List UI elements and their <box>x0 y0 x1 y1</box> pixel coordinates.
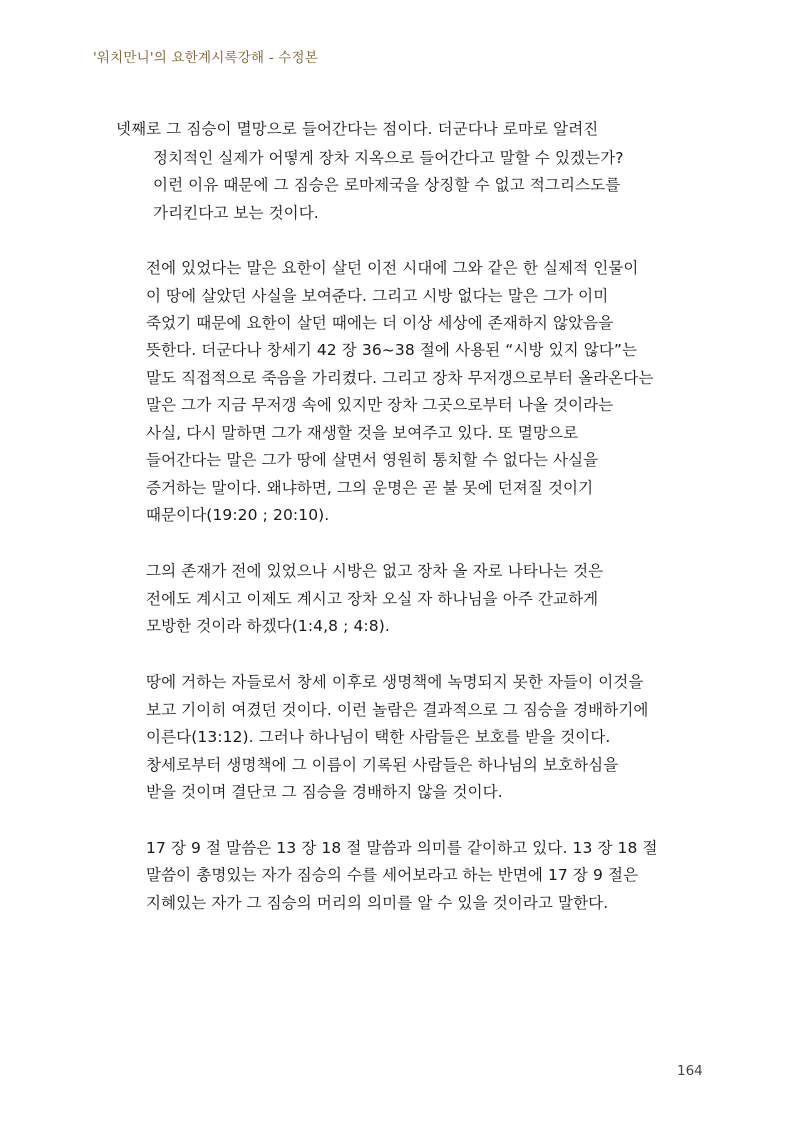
running-header: '워치만니'의 요한계시록강해 - 수정본 <box>93 50 318 66</box>
text-line: 이 땅에 살았던 사실을 보여준다. 그리고 시방 없다는 말은 그가 이미 <box>146 287 609 305</box>
text-line: 증거하는 말이다. 왜냐하면, 그의 운명은 곧 불 못에 던져질 것이기 <box>146 479 594 497</box>
text-line: 보고 기이히 여겼던 것이다. 이런 놀람은 결과적으로 그 짐승을 경배하기에 <box>146 701 649 719</box>
text-line: 죽었기 때문에 요한이 살던 때에는 더 이상 세상에 존재하지 않았음을 <box>146 314 614 332</box>
page-number: 164 <box>677 1063 703 1079</box>
text-line: 넷째로 그 짐승이 멸망으로 들어간다는 점이다. 더군다나 로마로 알려진 <box>116 120 599 138</box>
text-line: 정치적인 실제가 어떻게 장차 지옥으로 들어간다고 말할 수 있겠는가? <box>153 149 624 167</box>
text-line: 들어간다는 말은 그가 땅에 살면서 영원히 통치할 수 없다는 사실을 <box>146 451 599 469</box>
text-line: 때문이다(19:20 ; 20:10). <box>146 506 330 524</box>
text-line: 지혜있는 자가 그 짐승의 머리의 의미를 알 수 있을 것이라고 말한다. <box>146 894 609 912</box>
text-line: 말은 그가 지금 무저갱 속에 있지만 장차 그곳으로부터 나올 것이라는 <box>146 396 614 414</box>
text-line: 사실, 다시 말하면 그가 재생할 것을 보여주고 있다. 또 멸망으로 <box>146 424 579 442</box>
text-line: 말씀이 총명있는 자가 짐승의 수를 세어보라고 하는 반면에 17 장 9 절은 <box>146 866 639 884</box>
text-line: 창세로부터 생명책에 그 이름이 기록된 사람들은 하나님의 보호하심을 <box>146 756 619 774</box>
text-line: 이른다(13:12). 그러나 하나님이 택한 사람들은 보호를 받을 것이다. <box>146 728 611 746</box>
text-line: 가리킨다고 보는 것이다. <box>153 204 319 222</box>
text-line: 전에도 계시고 이제도 계시고 장차 오실 자 하나님을 아주 간교하게 <box>146 590 599 608</box>
text-line: 17 장 9 절 말씀은 13 장 18 절 말씀과 의미를 같이하고 있다. 13 장 18 절 <box>146 839 658 857</box>
text-line: 말도 직접적으로 죽음을 가리켰다. 그리고 장차 무저갱으로부터 올라온다는 <box>146 369 654 387</box>
text-line: 받을 것이며 결단코 그 짐승을 경배하지 않을 것이다. <box>146 783 503 801</box>
text-line: 그의 존재가 전에 있었으나 시방은 없고 장차 올 자로 나타나는 것은 <box>146 562 604 580</box>
text-line: 전에 있었다는 말은 요한이 살던 이전 시대에 그와 같은 한 실제적 인물이 <box>146 259 639 277</box>
text-line: 땅에 거하는 자들로서 창세 이후로 생명책에 녹명되지 못한 자들이 이것을 <box>146 673 644 691</box>
text-line: 이런 이유 때문에 그 짐승은 로마제국을 상징할 수 없고 적그리스도를 <box>153 176 621 194</box>
text-line: 뜻한다. 더군다나 창세기 42 장 36~38 절에 사용된 “시방 있지 않다”는 <box>146 341 638 359</box>
text-line: 모방한 것이라 하겠다(1:4,8 ; 4:8). <box>146 617 390 635</box>
